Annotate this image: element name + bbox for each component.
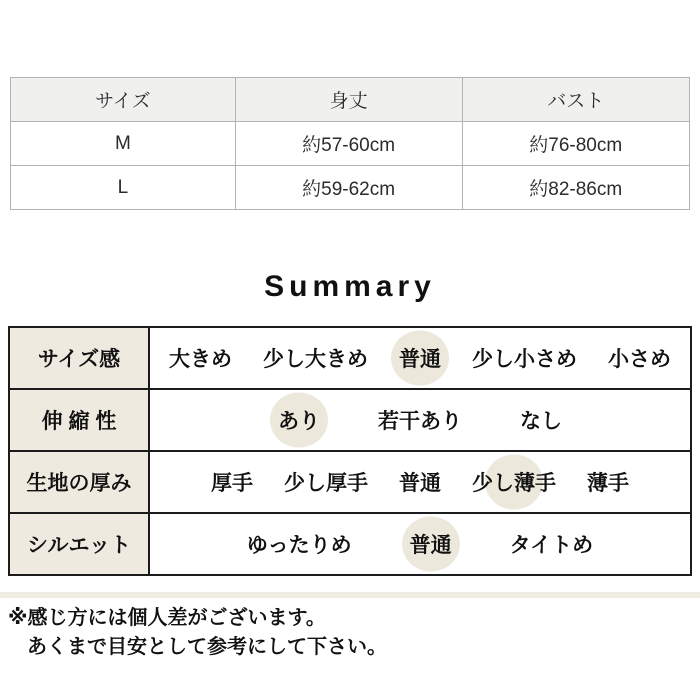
disclaimer-note bbox=[8, 604, 387, 662]
summary-title: Summary bbox=[264, 270, 436, 303]
summary-row-label: 生地の厚み bbox=[9, 451, 149, 513]
table-row-size-m bbox=[11, 122, 690, 166]
size-spec-table bbox=[10, 77, 690, 210]
option-futsuu: 普通 bbox=[399, 472, 441, 495]
option-usude: 薄手 bbox=[587, 472, 629, 495]
option-yuttarime: ゆったりめ bbox=[246, 534, 352, 557]
summary-table-shadow bbox=[0, 592, 700, 598]
option-sukoshi-usude: 少し薄手 bbox=[472, 467, 556, 497]
option-group bbox=[150, 390, 690, 450]
table-row-size-l bbox=[11, 166, 690, 210]
option-group bbox=[150, 452, 690, 512]
option-taitome: タイトめ bbox=[509, 534, 594, 557]
summary-table bbox=[8, 326, 692, 576]
length-value: 約57-60cm bbox=[235, 122, 462, 166]
size-value: M bbox=[11, 122, 236, 166]
option-sukoshi-ookime: 少し大きめ bbox=[263, 348, 368, 371]
summary-row-stretch bbox=[9, 389, 691, 451]
size-value: L bbox=[11, 166, 236, 210]
disclaimer-line1: ※感じ方には個人差がございます。 bbox=[8, 607, 326, 629]
option-sukoshi-chiisame: 少し小さめ bbox=[472, 348, 577, 371]
option-jakkan-ari: 若干あり bbox=[378, 410, 462, 433]
length-value: 約59-62cm bbox=[235, 166, 462, 210]
summary-row-label: サイズ感 bbox=[9, 327, 149, 389]
option-group bbox=[150, 514, 690, 574]
option-sukoshi-atsude: 少し厚手 bbox=[284, 472, 368, 495]
bust-value: 約82-86cm bbox=[462, 166, 689, 210]
option-ookime: 大きめ bbox=[169, 348, 232, 371]
option-group bbox=[150, 328, 690, 388]
summary-row-fabric-thickness bbox=[9, 451, 691, 513]
disclaimer-line2: あくまで目安として参考にして下さい。 bbox=[27, 636, 387, 658]
summary-row-label: 伸 縮 性 bbox=[9, 389, 149, 451]
option-futsuu: 普通 bbox=[399, 343, 441, 373]
summary-row-size-feel bbox=[9, 327, 691, 389]
option-atsude: 厚手 bbox=[211, 472, 253, 495]
option-ari: あり bbox=[278, 405, 320, 435]
option-futsuu: 普通 bbox=[410, 529, 452, 559]
option-chiisame: 小さめ bbox=[608, 348, 671, 371]
size-table-header-row bbox=[11, 78, 690, 122]
size-column-header: サイズ bbox=[11, 78, 236, 122]
summary-row-silhouette bbox=[9, 513, 691, 575]
bust-column-header: バスト bbox=[462, 78, 689, 122]
summary-row-label: シルエット bbox=[9, 513, 149, 575]
bust-value: 約76-80cm bbox=[462, 122, 689, 166]
option-nashi: なし bbox=[520, 410, 562, 433]
length-column-header: 身丈 bbox=[235, 78, 462, 122]
